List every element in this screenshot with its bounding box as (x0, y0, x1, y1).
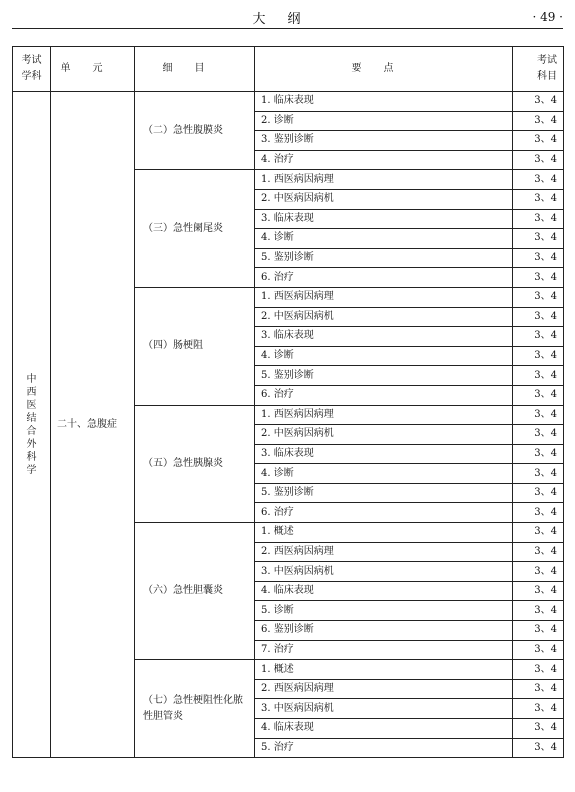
table-body (13, 92, 564, 758)
level-cell: 3、4 (513, 562, 564, 582)
table-row (13, 92, 564, 112)
point-cell: 6. 治疗 (255, 385, 513, 405)
running-title: 大纲 (252, 12, 323, 27)
level-cell: 3、4 (513, 92, 564, 112)
point-cell: 2. 中医病因病机 (255, 425, 513, 445)
point-cell: 4. 临床表现 (255, 719, 513, 739)
level-cell: 3、4 (513, 601, 564, 621)
level-cell: 3、4 (513, 248, 564, 268)
point-cell: 1. 西医病因病理 (255, 170, 513, 190)
level-cell: 3、4 (513, 523, 564, 543)
table-header-row (13, 47, 564, 92)
detail-cell: （七）急性梗阻性化脓性胆管炎 (135, 660, 255, 758)
level-cell: 3、4 (513, 150, 564, 170)
subject-cell: 中西医结合外科学 (13, 92, 51, 758)
level-cell: 3、4 (513, 483, 564, 503)
col-header-points: 要点 (255, 47, 513, 92)
point-cell: 4. 诊断 (255, 229, 513, 249)
level-cell: 3、4 (513, 131, 564, 151)
level-cell: 3、4 (513, 679, 564, 699)
point-cell: 6. 治疗 (255, 503, 513, 523)
point-cell: 1. 概述 (255, 523, 513, 543)
point-cell: 5. 鉴别诊断 (255, 483, 513, 503)
unit-cell: 二十、急腹症 (51, 92, 135, 758)
point-cell: 4. 诊断 (255, 346, 513, 366)
level-cell: 3、4 (513, 189, 564, 209)
syllabus-table (12, 46, 564, 758)
level-cell: 3、4 (513, 111, 564, 131)
point-cell: 2. 西医病因病理 (255, 679, 513, 699)
header-rule (12, 28, 563, 29)
point-cell: 2. 诊断 (255, 111, 513, 131)
level-cell: 3、4 (513, 719, 564, 739)
detail-cell: （三）急性阑尾炎 (135, 170, 255, 288)
level-cell: 3、4 (513, 366, 564, 386)
point-cell: 2. 西医病因病理 (255, 542, 513, 562)
level-cell: 3、4 (513, 170, 564, 190)
level-cell: 3、4 (513, 268, 564, 288)
point-cell: 3. 鉴别诊断 (255, 131, 513, 151)
col-header-level: 考试 科目 (513, 47, 564, 92)
level-cell: 3、4 (513, 621, 564, 641)
point-cell: 5. 鉴别诊断 (255, 366, 513, 386)
level-cell: 3、4 (513, 287, 564, 307)
level-cell: 3、4 (513, 699, 564, 719)
detail-cell: （四）肠梗阻 (135, 287, 255, 405)
level-cell: 3、4 (513, 444, 564, 464)
level-cell: 3、4 (513, 327, 564, 347)
point-cell: 1. 西医病因病理 (255, 287, 513, 307)
point-cell: 4. 治疗 (255, 150, 513, 170)
point-cell: 4. 诊断 (255, 464, 513, 484)
point-cell: 3. 临床表现 (255, 444, 513, 464)
point-cell: 4. 临床表现 (255, 581, 513, 601)
point-cell: 1. 西医病因病理 (255, 405, 513, 425)
level-cell: 3、4 (513, 542, 564, 562)
point-cell: 3. 中医病因病机 (255, 562, 513, 582)
point-cell: 6. 鉴别诊断 (255, 621, 513, 641)
level-cell: 3、4 (513, 229, 564, 249)
point-cell: 3. 临床表现 (255, 209, 513, 229)
point-cell: 5. 诊断 (255, 601, 513, 621)
level-cell: 3、4 (513, 425, 564, 445)
level-cell: 3、4 (513, 660, 564, 680)
point-cell: 5. 鉴别诊断 (255, 248, 513, 268)
level-cell: 3、4 (513, 464, 564, 484)
level-cell: 3、4 (513, 307, 564, 327)
point-cell: 2. 中医病因病机 (255, 307, 513, 327)
level-cell: 3、4 (513, 405, 564, 425)
detail-cell: （二）急性腹膜炎 (135, 92, 255, 170)
level-cell: 3、4 (513, 346, 564, 366)
point-cell: 2. 中医病因病机 (255, 189, 513, 209)
col-header-detail: 细目 (135, 47, 255, 92)
point-cell: 7. 治疗 (255, 640, 513, 660)
col-header-unit: 单元 (51, 47, 135, 92)
level-cell: 3、4 (513, 640, 564, 660)
point-cell: 3. 临床表现 (255, 327, 513, 347)
point-cell: 6. 治疗 (255, 268, 513, 288)
point-cell: 5. 治疗 (255, 738, 513, 758)
point-cell: 3. 中医病因病机 (255, 699, 513, 719)
level-cell: 3、4 (513, 209, 564, 229)
detail-cell: （六）急性胆囊炎 (135, 523, 255, 660)
point-cell: 1. 临床表现 (255, 92, 513, 112)
point-cell: 1. 概述 (255, 660, 513, 680)
level-cell: 3、4 (513, 738, 564, 758)
level-cell: 3、4 (513, 581, 564, 601)
page-number: · 49 · (532, 10, 563, 24)
col-header-subject: 考试 学科 (13, 47, 51, 92)
detail-cell: （五）急性胰腺炎 (135, 405, 255, 523)
level-cell: 3、4 (513, 503, 564, 523)
level-cell: 3、4 (513, 385, 564, 405)
